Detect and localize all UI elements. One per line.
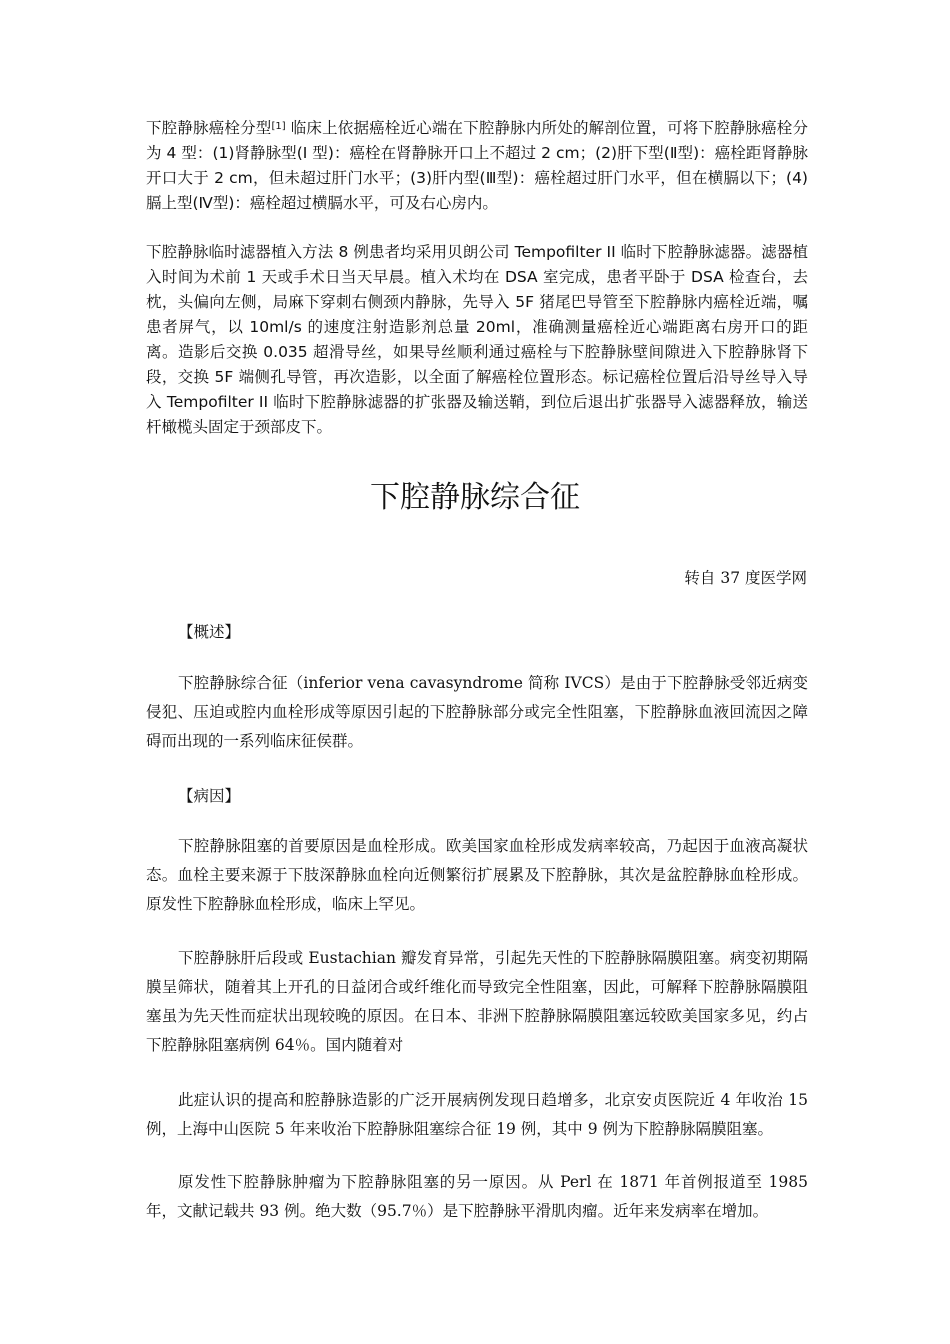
- cause-paragraph-primary-tumor: 原发性下腔静脉肿瘤为下腔静脉阻塞的另一原因。从 Perl 在 1871 年首例报道至 1985 年，文献记载共 93 例。绝大数（95.7％）是下腔静脉平滑肌肉瘤。近年来发病率在增加。: [146, 1173, 808, 1220]
- ivc-thrombus-classification-paragraph: [146, 114, 808, 216]
- section-heading-cause: 【病因】: [178, 787, 241, 805]
- cause-paragraph-case-reports: 此症认识的提高和腔静脉造影的广泛开展病例发现日趋增多，北京安贞医院近 4 年收治 15 例，上海中山医院 5 年来收治下腔静脉阻塞综合征 19 例，其中 9 例为下腔静脉隔膜阻塞。: [146, 1091, 808, 1138]
- reference-marker: [1]: [271, 121, 286, 132]
- temporary-filter-method-paragraph: 下腔静脉临时滤器植入方法 8 例患者均采用贝朗公司 Tempofilter II 临时下腔静脉滤器。滤器植入时间为术前 1 天或手术日当天早晨。植入术均在 DSA 室完成，患者平卧于 DSA 检查台，去枕，头偏向左侧，局麻下穿刺右侧颈内静脉，先导入 5F 猪尾巴导管至下腔静脉内癌栓近端，嘱患者屏气，以 10ml/s 的速度注射造影剂总量 20ml，准确测量癌栓近心端距离右房开口的距离。造影后交换 0.035 超滑导丝，如果导丝顺利通过癌栓与下腔静脉壁间隙进入下腔静脉肾下段，交换 5F 端侧孔导管，再次造影，以全面了解癌栓位置形态。标记癌栓位置后沿导丝导入导入 Tempofilter II 临时下腔静脉滤器的扩张器及输送鞘，到位后退出扩张器导入滤器释放，输送杆橄榄头固定于颈部皮下。: [146, 243, 808, 436]
- section-heading-overview: 【概述】: [178, 623, 241, 641]
- classification-label: 下腔静脉癌栓分型: [146, 119, 272, 137]
- article-title: 下腔静脉综合征: [370, 480, 580, 515]
- cause-paragraph-congenital-membrane: 下腔静脉肝后段或 Eustachian 瓣发育异常，引起先天性的下腔静脉隔膜阻塞。病变初期隔膜呈筛状，随着其上开孔的日益闭合或纤维化而导致完全性阻塞，因此，可解释下腔静脉隔膜阻塞虽为先天性而症状出现较晚的原因。在日本、非洲下腔静脉隔膜阻塞远较欧美国家多见，约占下腔静脉阻塞病例 64％。国内随着对: [146, 949, 808, 1054]
- overview-paragraph: 下腔静脉综合征（inferior vena cavasyndrome 简称 IVCS）是由于下腔静脉受邻近病变侵犯、压迫或腔内血栓形成等原因引起的下腔静脉部分或完全性阻塞，下腔静脉血液回流因之障碍而出现的一系列临床征侯群。: [146, 674, 808, 750]
- classification-text: 临床上依据癌栓近心端在下腔静脉内所处的解剖位置，可将下腔静脉癌栓分为 4 型：(1)肾静脉型(I 型)：癌栓在肾静脉开口上不超过 2 cm；(2)肝下型(Ⅱ型)：癌栓距肾静脉开口大于 2 cm，但未超过肝门水平；(3)肝内型(Ⅲ型)：癌栓超过肝门水平，但在横膈以下；(4)膈上型(Ⅳ型)：癌栓超过横膈水平，可及右心房内。: [146, 119, 808, 212]
- article-source: 转自 37 度医学网: [684, 569, 807, 587]
- cause-paragraph-thrombosis: 下腔静脉阻塞的首要原因是血栓形成。欧美国家血栓形成发病率较高，乃起因于血液高凝状态。血栓主要来源于下肢深静脉血栓向近侧繁衍扩展累及下腔静脉，其次是盆腔静脉血栓形成。原发性下腔静脉血栓形成，临床上罕见。: [146, 837, 808, 913]
